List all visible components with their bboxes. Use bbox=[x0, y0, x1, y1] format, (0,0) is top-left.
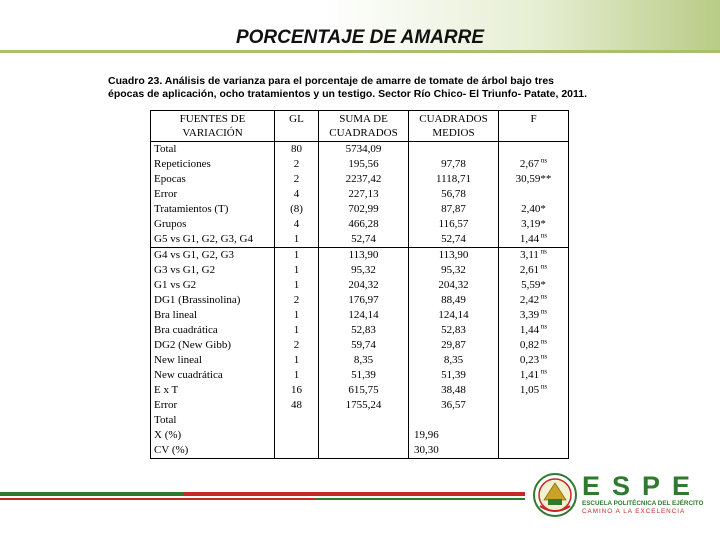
cell-ss-text: 176,97 bbox=[348, 294, 379, 306]
espe-logo bbox=[582, 472, 712, 516]
table-block-1 bbox=[151, 142, 569, 248]
block1-gl-col bbox=[275, 142, 319, 248]
cell-ss-text: 51,39 bbox=[351, 369, 376, 381]
cell-ss bbox=[322, 308, 405, 323]
cell-ms bbox=[412, 217, 495, 232]
cell-ss-text: 204,32 bbox=[348, 279, 379, 291]
cell-ms-text: 19,96 bbox=[414, 429, 439, 441]
cell-source-text: X (%) bbox=[154, 429, 182, 441]
cell-source bbox=[154, 187, 271, 202]
cell-ms-text: 113,90 bbox=[438, 249, 469, 261]
cell-ms bbox=[412, 398, 495, 413]
cell-f bbox=[502, 323, 565, 338]
cell-gl bbox=[278, 278, 315, 293]
cell-f bbox=[502, 202, 565, 217]
cell-f-text: 2,67 bbox=[519, 158, 540, 170]
cell-gl-text: 16 bbox=[291, 384, 302, 396]
header-source-line1: FUENTES DE bbox=[179, 113, 246, 125]
cell-ss-text: 59,74 bbox=[351, 339, 376, 351]
cell-f bbox=[502, 308, 565, 323]
logo-word: ESPE bbox=[582, 471, 703, 501]
cell-gl bbox=[278, 323, 315, 338]
cell-source-text: Bra lineal bbox=[154, 309, 198, 321]
cell-source-text: CV (%) bbox=[154, 444, 189, 456]
cell-ms-text: 95,32 bbox=[441, 264, 466, 276]
cell-ms-text: 1118,71 bbox=[436, 173, 471, 185]
cell-ms-text: 88,49 bbox=[441, 294, 466, 306]
cell-ss-text: 466,28 bbox=[348, 218, 379, 230]
cell-ss bbox=[322, 338, 405, 353]
cell-ms bbox=[412, 187, 495, 202]
cell-f-text: 1,05 bbox=[519, 384, 540, 396]
cell-ss-text: 52,83 bbox=[351, 324, 376, 336]
cell-ms bbox=[412, 142, 495, 157]
anova-table bbox=[150, 110, 569, 459]
significance-label: ns bbox=[539, 352, 548, 361]
cell-ms-text: 36,57 bbox=[441, 399, 466, 411]
cell-gl-text: 1 bbox=[293, 279, 300, 291]
cell-ms bbox=[412, 172, 495, 187]
cell-f bbox=[502, 413, 565, 428]
cell-source-text: Grupos bbox=[154, 218, 187, 230]
header-source-line2: VARIACIÓN bbox=[182, 127, 243, 139]
cell-source bbox=[154, 157, 271, 172]
block1-f-col bbox=[499, 142, 569, 248]
logo-tagline: CAMINO A LA EXCELENCIA bbox=[582, 508, 686, 515]
cell-source-text: New lineal bbox=[154, 354, 202, 366]
cell-gl-text: 1 bbox=[293, 369, 300, 381]
cell-ss-text: 95,32 bbox=[351, 264, 376, 276]
cell-source bbox=[154, 308, 271, 323]
cell-source bbox=[154, 398, 271, 413]
cell-ss bbox=[322, 428, 405, 443]
cell-gl bbox=[278, 443, 315, 458]
cell-ms bbox=[412, 368, 495, 383]
cell-gl-text: 2 bbox=[293, 294, 300, 306]
cell-source bbox=[154, 172, 271, 187]
cell-f-text: 1,41 bbox=[519, 369, 540, 381]
cell-source-text: Bra cuadrática bbox=[154, 324, 218, 336]
cell-ss bbox=[322, 157, 405, 172]
cell-gl bbox=[278, 398, 315, 413]
block2-f-col bbox=[499, 248, 569, 459]
block2-source-col bbox=[151, 248, 275, 459]
cell-ms bbox=[412, 338, 495, 353]
cell-gl-text: 1 bbox=[293, 233, 300, 245]
table-block-2 bbox=[151, 248, 569, 459]
cell-gl-text: 2 bbox=[293, 173, 300, 185]
cell-gl-text: 4 bbox=[293, 188, 300, 200]
block1-ss-col bbox=[319, 142, 409, 248]
cell-source bbox=[154, 217, 271, 232]
cell-f-text: 3,19* bbox=[521, 218, 546, 230]
cell-source bbox=[154, 323, 271, 338]
cell-f-text: 5,59* bbox=[521, 279, 546, 291]
cell-source bbox=[154, 263, 271, 278]
cell-ss bbox=[322, 293, 405, 308]
cell-ss bbox=[322, 323, 405, 338]
cell-source bbox=[154, 248, 271, 263]
cell-source bbox=[154, 202, 271, 217]
cell-ss bbox=[322, 278, 405, 293]
cell-gl bbox=[278, 217, 315, 232]
block1-source-col bbox=[151, 142, 275, 248]
cell-source-text: Tratamientos (T) bbox=[154, 203, 229, 215]
cell-ss bbox=[322, 443, 405, 458]
cell-gl bbox=[278, 413, 315, 428]
cell-f bbox=[502, 157, 565, 172]
cell-f bbox=[502, 293, 565, 308]
cell-gl bbox=[278, 187, 315, 202]
cell-ms bbox=[412, 202, 495, 217]
cell-f bbox=[502, 187, 565, 202]
cell-source-text: DG2 (New Gibb) bbox=[154, 339, 231, 351]
caption-line-2: épocas de aplicación, ocho tratamientos y un testigo. Sector Río Chico- El Triunfo- Patate, 2011. bbox=[108, 88, 588, 100]
cell-ss bbox=[322, 383, 405, 398]
header-gl-label: GL bbox=[289, 113, 304, 125]
cell-ms-text: 116,57 bbox=[438, 218, 469, 230]
header-source bbox=[151, 111, 275, 142]
cell-gl bbox=[278, 202, 315, 217]
cell-gl bbox=[278, 293, 315, 308]
cell-ms bbox=[412, 308, 495, 323]
cell-f bbox=[502, 172, 565, 187]
cell-f-text: 3,11 bbox=[520, 249, 539, 261]
cell-ss-text: 227,13 bbox=[348, 188, 379, 200]
cell-gl bbox=[278, 263, 315, 278]
cell-gl-text: 2 bbox=[293, 158, 300, 170]
cell-gl bbox=[278, 157, 315, 172]
cell-ms bbox=[412, 383, 495, 398]
cell-source-text: New cuadrática bbox=[154, 369, 223, 381]
cell-ss-text: 52,74 bbox=[351, 233, 376, 245]
cell-source bbox=[154, 443, 271, 458]
cell-ms bbox=[412, 323, 495, 338]
title-rule bbox=[0, 50, 720, 53]
significance-label: ns bbox=[539, 156, 548, 165]
cell-gl-text: (8) bbox=[290, 203, 303, 215]
cell-ms bbox=[412, 428, 495, 443]
cell-ms bbox=[412, 157, 495, 172]
cell-gl bbox=[278, 428, 315, 443]
cell-source-text: Epocas bbox=[154, 173, 186, 185]
cell-gl bbox=[278, 338, 315, 353]
cell-ss bbox=[322, 398, 405, 413]
cell-ss bbox=[322, 172, 405, 187]
cell-ms-text: 30,30 bbox=[414, 444, 439, 456]
cell-ms-text: 87,87 bbox=[441, 203, 466, 215]
cell-f bbox=[502, 338, 565, 353]
significance-label: ns bbox=[539, 322, 548, 331]
cell-ms-text: 56,78 bbox=[441, 188, 466, 200]
cell-source bbox=[154, 353, 271, 368]
header-ms bbox=[409, 111, 499, 142]
cell-gl-text: 80 bbox=[291, 143, 302, 155]
cell-source bbox=[154, 338, 271, 353]
block2-gl-col bbox=[275, 248, 319, 459]
cell-f bbox=[502, 428, 565, 443]
significance-label: ns bbox=[539, 337, 548, 346]
cell-f bbox=[502, 443, 565, 458]
cell-f bbox=[502, 278, 565, 293]
cell-f bbox=[502, 232, 565, 247]
header-ms-line2: MEDIOS bbox=[432, 127, 475, 139]
cell-ss-text: 702,99 bbox=[348, 203, 379, 215]
cell-ms-text: 52,83 bbox=[441, 324, 466, 336]
cell-ss-text: 2237,42 bbox=[345, 173, 382, 185]
cell-source-text: Error bbox=[154, 188, 178, 200]
cell-ms bbox=[412, 278, 495, 293]
significance-label: ns bbox=[538, 247, 547, 256]
cell-ms-text: 8,35 bbox=[443, 354, 464, 366]
cell-source-text: E x T bbox=[154, 384, 179, 396]
cell-ss bbox=[322, 263, 405, 278]
cell-f-text: 1,44 bbox=[519, 324, 540, 336]
cell-ms bbox=[412, 353, 495, 368]
header-ms-line1: CUADRADOS bbox=[419, 113, 488, 125]
cell-f-text: 0,23 bbox=[519, 354, 540, 366]
cell-ms bbox=[412, 232, 495, 247]
cell-f-text: 30,59** bbox=[515, 173, 552, 185]
slide-title: PORCENTAJE DE AMARRE bbox=[235, 27, 485, 48]
cell-gl bbox=[278, 368, 315, 383]
cell-f-text: 2,61 bbox=[519, 264, 540, 276]
header-ss bbox=[319, 111, 409, 142]
header-f-label: F bbox=[530, 113, 537, 125]
cell-source bbox=[154, 383, 271, 398]
cell-ss bbox=[322, 232, 405, 247]
cell-source-text: G4 vs G1, G2, G3 bbox=[154, 249, 235, 261]
cell-ms bbox=[412, 413, 495, 428]
cell-ss-text: 113,90 bbox=[348, 249, 379, 261]
cell-source bbox=[154, 413, 271, 428]
cell-f-text: 2,42 bbox=[519, 294, 540, 306]
block2-ms-col bbox=[409, 248, 499, 459]
cell-ss-text: 5734,09 bbox=[345, 143, 382, 155]
cell-f bbox=[502, 383, 565, 398]
header-ss-line2: CUADRADOS bbox=[329, 127, 398, 139]
footer-stripe-thin bbox=[0, 498, 525, 500]
cell-ss bbox=[322, 202, 405, 217]
significance-label: ns bbox=[539, 382, 548, 391]
significance-label: ns bbox=[539, 307, 548, 316]
cell-ss-text: 8,35 bbox=[353, 354, 374, 366]
cell-ss bbox=[322, 248, 405, 263]
cell-source bbox=[154, 293, 271, 308]
cell-gl bbox=[278, 172, 315, 187]
espe-emblem-icon bbox=[532, 472, 578, 518]
cell-gl-text: 1 bbox=[293, 249, 300, 261]
header-f bbox=[499, 111, 569, 142]
cell-ss-text: 195,56 bbox=[348, 158, 379, 170]
cell-ms-text: 51,39 bbox=[441, 369, 466, 381]
cell-ms bbox=[412, 263, 495, 278]
cell-ss bbox=[322, 368, 405, 383]
cell-f bbox=[502, 368, 565, 383]
cell-source-text: G3 vs G1, G2 bbox=[154, 264, 216, 276]
cell-gl-text: 1 bbox=[293, 324, 300, 336]
cell-ss-text: 124,14 bbox=[348, 309, 379, 321]
cell-f bbox=[502, 142, 565, 157]
cell-ms-text: 97,78 bbox=[441, 158, 466, 170]
cell-ms bbox=[412, 293, 495, 308]
cell-gl-text: 1 bbox=[293, 309, 300, 321]
cell-source-text: Total bbox=[154, 414, 177, 426]
cell-gl bbox=[278, 383, 315, 398]
cell-ms bbox=[412, 248, 495, 263]
cell-source-text: G5 vs G1, G2, G3, G4 bbox=[154, 233, 253, 245]
cell-f bbox=[502, 248, 565, 263]
significance-label: ns bbox=[539, 292, 548, 301]
table-header-row bbox=[151, 111, 569, 142]
logo-subtitle: ESCUELA POLITÉCNICA DEL EJÉRCITO bbox=[582, 500, 704, 507]
cell-gl bbox=[278, 142, 315, 157]
cell-f bbox=[502, 353, 565, 368]
block2-ss-col bbox=[319, 248, 409, 459]
cell-f-text: 2,40* bbox=[521, 203, 546, 215]
cell-gl bbox=[278, 248, 315, 263]
cell-gl-text: 48 bbox=[291, 399, 302, 411]
cell-gl bbox=[278, 232, 315, 247]
cell-ss bbox=[322, 413, 405, 428]
cell-ms-text: 124,14 bbox=[438, 309, 469, 321]
cell-f bbox=[502, 217, 565, 232]
cell-gl-text: 1 bbox=[293, 264, 300, 276]
header-gl bbox=[275, 111, 319, 142]
table-caption bbox=[108, 75, 648, 101]
cell-ms-text: 52,74 bbox=[441, 233, 466, 245]
footer-stripe bbox=[0, 492, 525, 496]
caption-line-1: Cuadro 23. Análisis de varianza para el porcentaje de amarre de tomate de árbol bajo tres bbox=[108, 75, 555, 87]
cell-f bbox=[502, 398, 565, 413]
cell-source bbox=[154, 278, 271, 293]
cell-ms-text: 204,32 bbox=[438, 279, 469, 291]
cell-gl-text: 4 bbox=[293, 218, 300, 230]
cell-source-text: Repeticiones bbox=[154, 158, 211, 170]
cell-f-text: 1,44 bbox=[519, 233, 540, 245]
cell-ss bbox=[322, 353, 405, 368]
cell-gl bbox=[278, 308, 315, 323]
cell-source bbox=[154, 428, 271, 443]
cell-ss-text: 615,75 bbox=[348, 384, 379, 396]
cell-source-text: G1 vs G2 bbox=[154, 279, 197, 291]
cell-source bbox=[154, 232, 271, 247]
significance-label: ns bbox=[539, 367, 548, 376]
cell-source-text: Error bbox=[154, 399, 178, 411]
cell-f bbox=[502, 263, 565, 278]
cell-gl bbox=[278, 353, 315, 368]
cell-ms-text: 38,48 bbox=[441, 384, 466, 396]
cell-source bbox=[154, 368, 271, 383]
cell-ss bbox=[322, 217, 405, 232]
cell-source-text: DG1 (Brassinolina) bbox=[154, 294, 241, 306]
cell-ss bbox=[322, 142, 405, 157]
cell-source-text: Total bbox=[154, 143, 177, 155]
cell-source bbox=[154, 142, 271, 157]
cell-ms bbox=[412, 443, 495, 458]
significance-label: ns bbox=[539, 231, 548, 240]
cell-f-text: 3,39 bbox=[519, 309, 540, 321]
header-ss-line1: SUMA DE bbox=[339, 113, 388, 125]
cell-gl-text: 2 bbox=[293, 339, 300, 351]
cell-f-text: 0,82 bbox=[519, 339, 540, 351]
block1-ms-col bbox=[409, 142, 499, 248]
cell-gl-text: 1 bbox=[293, 354, 300, 366]
cell-ss bbox=[322, 187, 405, 202]
significance-label: ns bbox=[539, 262, 548, 271]
cell-ss-text: 1755,24 bbox=[345, 399, 382, 411]
cell-ms-text: 29,87 bbox=[441, 339, 466, 351]
